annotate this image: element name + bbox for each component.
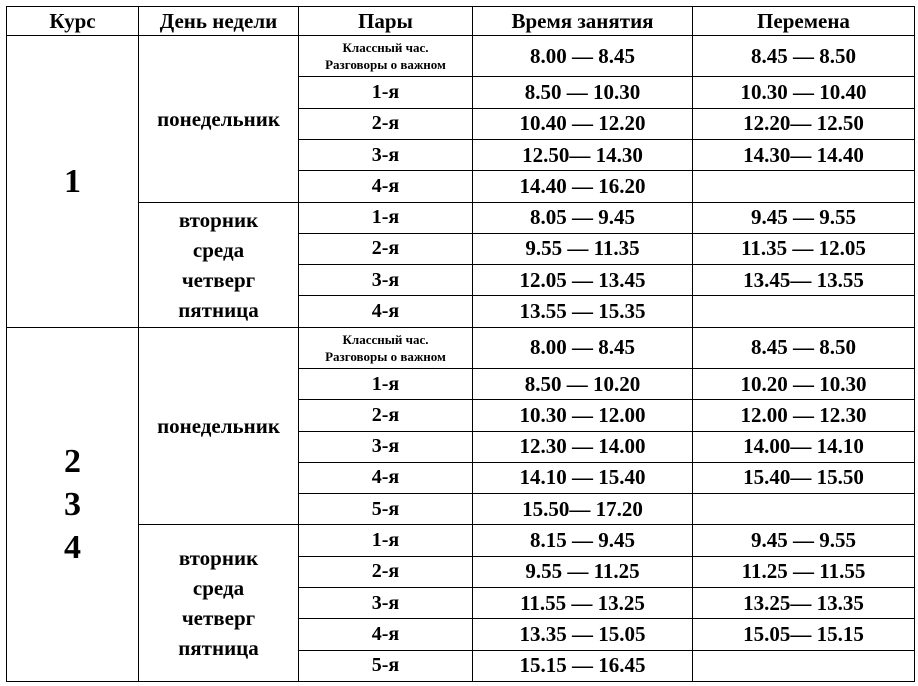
day-name: понедельник <box>157 106 280 131</box>
lesson-time-cell: 12.50— 14.30 <box>473 139 693 170</box>
day-name: пятница <box>178 297 259 322</box>
day-cell <box>139 327 299 525</box>
day-name: четверг <box>181 606 256 631</box>
header-time: Время занятия <box>473 7 693 36</box>
lesson-time-cell: 15.50— 17.20 <box>473 494 693 525</box>
day-name: понедельник <box>157 414 280 439</box>
break-time-cell: 11.25 — 11.55 <box>693 556 915 587</box>
table-row <box>7 36 915 77</box>
schedule-table <box>6 6 915 682</box>
lesson-time-cell: 8.50 — 10.30 <box>473 77 693 108</box>
pair-label-line: Классный час. <box>342 331 429 347</box>
pair-cell: 2-я <box>299 108 473 139</box>
break-time-cell <box>693 296 915 327</box>
pair-cell: 2-я <box>299 400 473 431</box>
header-pair: Пары <box>299 7 473 36</box>
day-cell <box>139 202 299 327</box>
day-name: пятница <box>178 636 259 661</box>
break-time-cell: 8.45 — 8.50 <box>693 36 915 77</box>
break-time-cell: 13.25— 13.35 <box>693 587 915 618</box>
pair-label-line: Разговоры о важном <box>325 348 446 364</box>
course-cell <box>7 327 139 681</box>
header-course: Курс <box>7 7 139 36</box>
break-time-cell: 12.20— 12.50 <box>693 108 915 139</box>
break-time-cell: 10.20 — 10.30 <box>693 369 915 400</box>
lesson-time-cell: 11.55 — 13.25 <box>473 587 693 618</box>
day-name: вторник <box>178 546 259 571</box>
pair-cell: 3-я <box>299 587 473 618</box>
break-time-cell: 15.05— 15.15 <box>693 619 915 650</box>
lesson-time-cell: 14.40 — 16.20 <box>473 171 693 202</box>
pair-cell: 4-я <box>299 296 473 327</box>
pair-cell: 2-я <box>299 233 473 264</box>
day-cell <box>139 36 299 203</box>
lesson-time-cell: 8.05 — 9.45 <box>473 202 693 233</box>
day-name: среда <box>192 237 245 262</box>
break-time-cell: 9.45 — 9.55 <box>693 525 915 556</box>
course-number: 1 <box>64 162 81 200</box>
pair-label-line: Разговоры о важном <box>325 57 446 73</box>
header-break: Перемена <box>693 7 915 36</box>
lesson-time-cell: 10.40 — 12.20 <box>473 108 693 139</box>
lesson-time-cell: 9.55 — 11.25 <box>473 556 693 587</box>
lesson-time-cell: 8.00 — 8.45 <box>473 36 693 77</box>
schedule-body <box>7 36 915 682</box>
break-time-cell: 15.40— 15.50 <box>693 462 915 493</box>
pair-cell: 4-я <box>299 462 473 493</box>
day-cell <box>139 525 299 682</box>
break-time-cell: 12.00 — 12.30 <box>693 400 915 431</box>
break-time-cell: 11.35 — 12.05 <box>693 233 915 264</box>
day-name: четверг <box>181 267 256 292</box>
pair-cell: 4-я <box>299 171 473 202</box>
course-number: 2 <box>64 442 81 480</box>
lesson-time-cell: 9.55 — 11.35 <box>473 233 693 264</box>
lesson-time-cell: 8.50 — 10.20 <box>473 369 693 400</box>
pair-cell: 5-я <box>299 494 473 525</box>
break-time-cell <box>693 650 915 681</box>
pair-cell: 1-я <box>299 77 473 108</box>
pair-cell <box>299 36 473 77</box>
course-number: 4 <box>64 528 81 566</box>
pair-label-line: Классный час. <box>342 40 429 56</box>
pair-cell: 3-я <box>299 431 473 462</box>
pair-cell: 3-я <box>299 265 473 296</box>
pair-cell: 1-я <box>299 202 473 233</box>
lesson-time-cell: 13.35 — 15.05 <box>473 619 693 650</box>
header-day: День недели <box>139 7 299 36</box>
lesson-time-cell: 10.30 — 12.00 <box>473 400 693 431</box>
pair-cell <box>299 327 473 368</box>
break-time-cell <box>693 171 915 202</box>
table-row <box>7 525 915 556</box>
pair-cell: 1-я <box>299 369 473 400</box>
break-time-cell: 13.45— 13.55 <box>693 265 915 296</box>
lesson-time-cell: 12.30 — 14.00 <box>473 431 693 462</box>
day-name: среда <box>192 576 245 601</box>
pair-cell: 1-я <box>299 525 473 556</box>
course-cell <box>7 36 139 328</box>
pair-cell: 5-я <box>299 650 473 681</box>
break-time-cell: 14.00— 14.10 <box>693 431 915 462</box>
lesson-time-cell: 14.10 — 15.40 <box>473 462 693 493</box>
day-name: вторник <box>178 207 259 232</box>
course-number: 3 <box>64 485 81 523</box>
lesson-time-cell: 12.05 — 13.45 <box>473 265 693 296</box>
break-time-cell: 8.45 — 8.50 <box>693 327 915 368</box>
break-time-cell <box>693 494 915 525</box>
break-time-cell: 10.30 — 10.40 <box>693 77 915 108</box>
header-row <box>7 7 915 36</box>
break-time-cell: 9.45 — 9.55 <box>693 202 915 233</box>
lesson-time-cell: 8.00 — 8.45 <box>473 327 693 368</box>
break-time-cell: 14.30— 14.40 <box>693 139 915 170</box>
lesson-time-cell: 8.15 — 9.45 <box>473 525 693 556</box>
table-row <box>7 327 915 368</box>
lesson-time-cell: 15.15 — 16.45 <box>473 650 693 681</box>
table-row <box>7 202 915 233</box>
pair-cell: 4-я <box>299 619 473 650</box>
pair-cell: 2-я <box>299 556 473 587</box>
pair-cell: 3-я <box>299 139 473 170</box>
lesson-time-cell: 13.55 — 15.35 <box>473 296 693 327</box>
